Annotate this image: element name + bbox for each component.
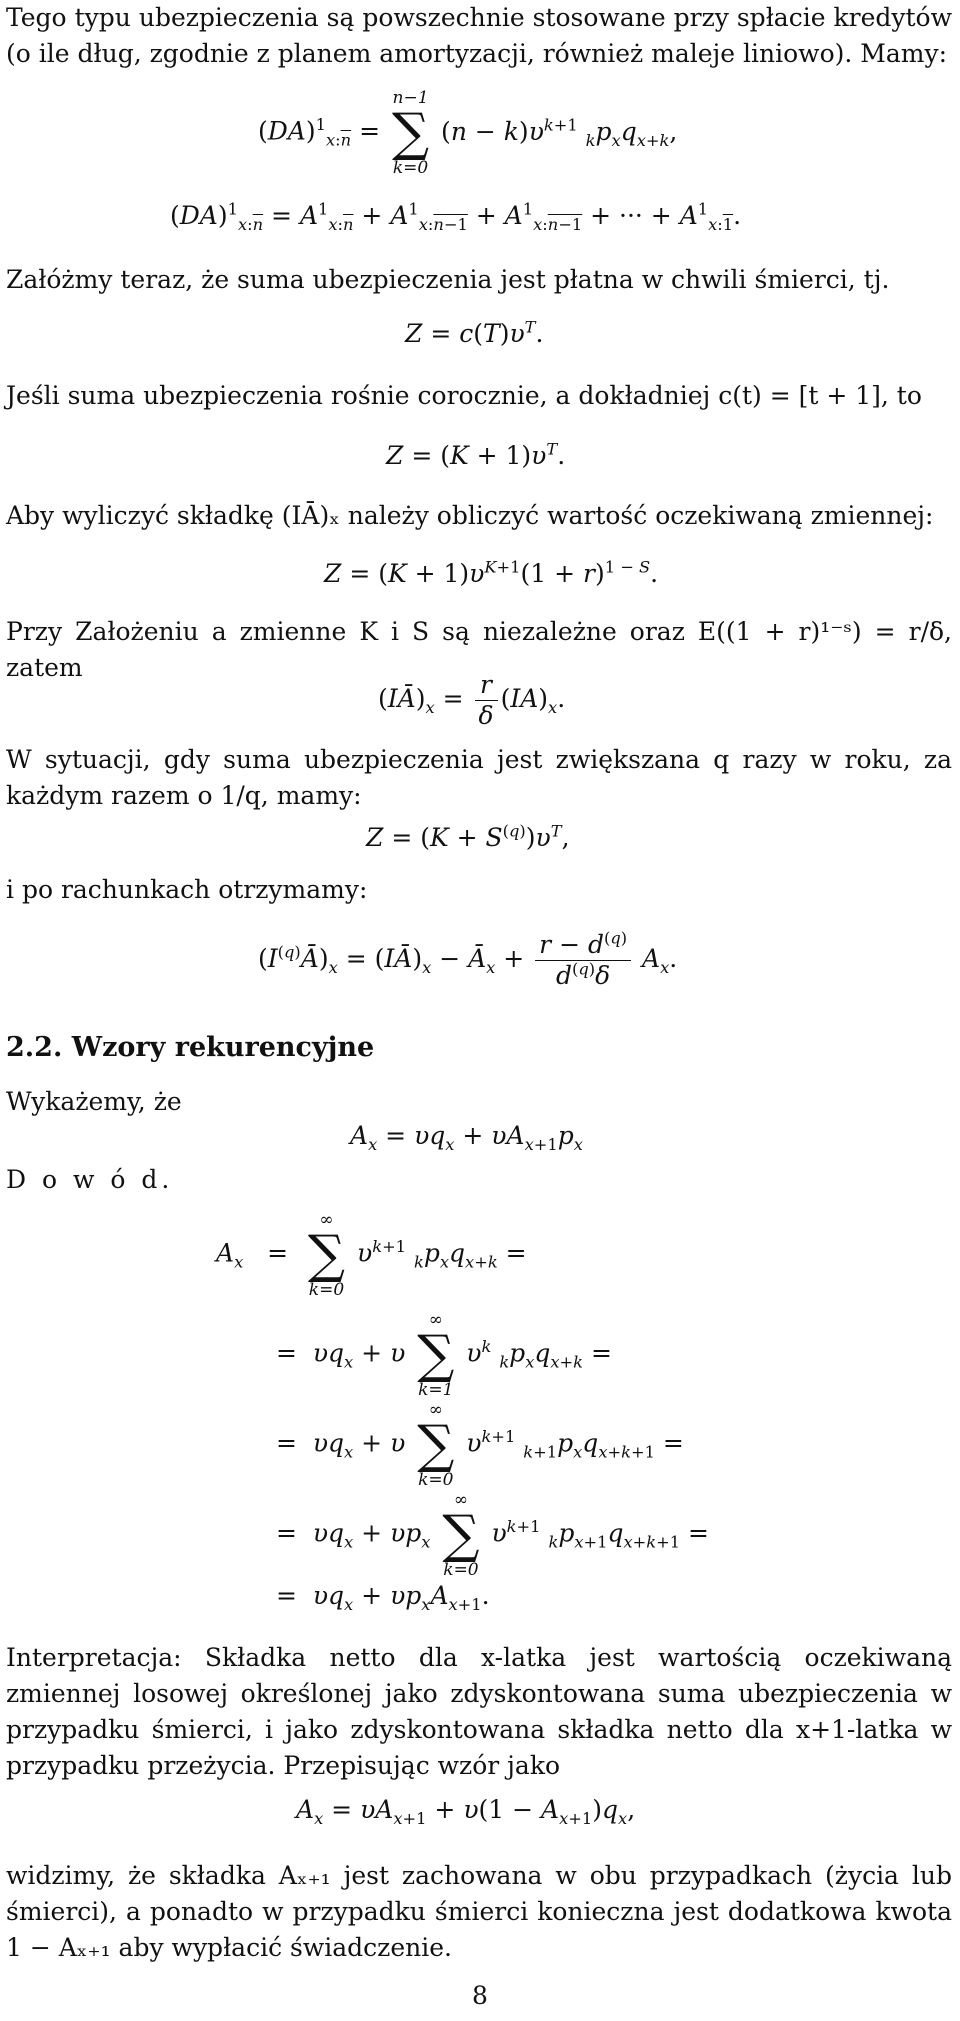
paragraph-claim: Wykażemy, że xyxy=(6,1087,182,1116)
proof-label: D o w ó d. xyxy=(6,1165,174,1194)
paragraph-intro: Tego typu ubezpieczenia są powszechnie stosowane przy spłacie kredytów (o ile dług, zgodnie z planem amortyzacji, również maleje liniowo). Mamy: xyxy=(6,3,952,68)
derivation xyxy=(216,1210,816,1614)
paragraph-calc: i po rachunkach otrzymamy: xyxy=(6,875,368,904)
equation-3: $Z = c(T)\upsilon^T$. xyxy=(405,317,544,348)
section-title: 2.2. Wzory rekurencyjne xyxy=(6,1032,375,1063)
equation-9: $A_x = \upsilon q_x + \upsilon A_{x+1}p_x$ xyxy=(350,1121,583,1154)
derivation-line-4: = $\upsilon q_x + \upsilon p_x$ ∞ ∑ k=0 $\upsilon^{k+1}$ $_kp_{x+1}q_{x+k+1}$ = xyxy=(276,1490,710,1580)
derivation-line-2: = $\upsilon q_x + \upsilon$ ∞ ∑ k=1 $\upsilon^k$ $_kp_xq_{x+k}$ = xyxy=(276,1310,612,1400)
derivation-line-1: $A_x$ = ∞ ∑ k=0 $\upsilon^{k+1}$ $_kp_xq_{x+k}$ = xyxy=(216,1210,527,1300)
paragraph-interpretation: Interpretacja: Składka netto dla x-latka jest wartością oczekiwaną zmiennej losowej określonej jako zdyskontowana suma ubezpieczenia w przypadku śmierci, i jako zdyskontowana składka netto dla x+1-latka w przypadku przeżycia. Przepisując wzór jako xyxy=(6,1643,952,1780)
paragraph-assume: Załóżmy teraz, że suma ubezpieczenia jest płatna w chwili śmierci, tj. xyxy=(6,265,890,294)
equation-5: $Z = (K + 1)\upsilon^{K+1}(1 + r)^{1 - S}$. xyxy=(324,557,659,588)
paragraph-conclusion: widzimy, że składka Aₓ₊₁ jest zachowana w obu przypadkach (życia lub śmierci), a ponadto w przypadku śmierci konieczna jest dodatkowa kwota 1 − Aₓ₊₁ aby wypłacić świadczenie. xyxy=(6,1861,952,1962)
paragraph-growth: Jeśli suma ubezpieczenia rośnie corocznie, a dokładniej c(t) = [t + 1], to xyxy=(6,381,922,410)
derivation-line-5: = $\upsilon q_x + \upsilon p_xA_{x+1}$. xyxy=(276,1581,490,1614)
page-number: 8 xyxy=(472,1981,488,2010)
equation-1: (DA)$^1_{x:\overline{n}}$ = n−1 ∑ k=0 $(n - k)\upsilon^{k+1}$ $_kp_xq_{x+k}$, xyxy=(258,88,678,178)
paragraph-q-times: W sytuacji, gdy suma ubezpieczenia jest zwiększana q razy w roku, za każdym razem o 1/q, mamy: xyxy=(6,745,952,810)
equation-10: $A_x = \upsilon A_{x+1} + \upsilon(1 - A_{x+1})q_x$, xyxy=(296,1795,636,1828)
paragraph-premium: Aby wyliczyć składkę (IĀ)ₓ należy obliczyć wartość oczekiwaną zmiennej: xyxy=(6,501,934,530)
equation-4: $Z = (K + 1)\upsilon^T$. xyxy=(386,439,566,470)
equation-7: $Z = (K + S^{(q)})\upsilon^T$, xyxy=(366,821,570,852)
derivation-line-3: = $\upsilon q_x + \upsilon$ ∞ ∑ k=0 $\upsilon^{k+1}$ $_{k+1}p_xq_{x+k+1}$ = xyxy=(276,1400,684,1490)
equation-8: $(I^{(q)}Ā)_x$ = $(IĀ)_x$ − $Ā_x$ + $\frac{r - d^{(q)}}{d^{(q)}\delta}$ $A_x$. xyxy=(258,928,678,990)
paragraph-independence: Przy Założeniu a zmienne K i S są niezależne oraz E((1 + r)¹⁻ˢ) = r/δ, zatem xyxy=(6,617,952,682)
equation-2: $(DA)^1_{x:\overline{n}} = A^1_{x:\overline{n}} + A^1_{x:n-1} + A^1_{x:n-1}$ + ··· + $A^1_{x:1}$. xyxy=(170,199,742,234)
equation-6: $(IĀ)_x$ = $\frac{r}{\delta}$ $(IA)_x$. xyxy=(378,670,566,730)
